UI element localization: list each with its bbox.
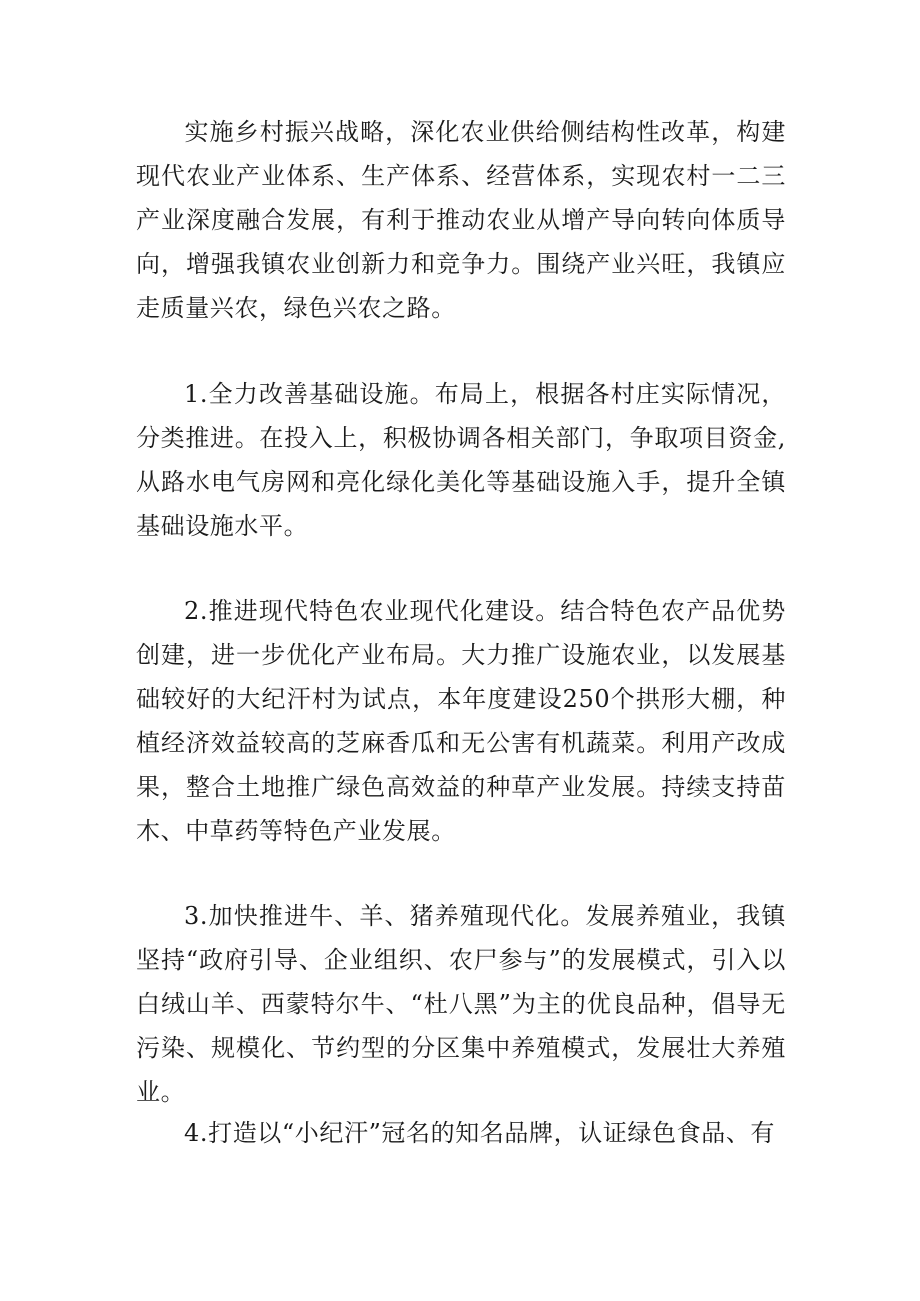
paragraph-text: 2.推进现代特色农业现代化建设。结合特色农产品优势创建，进一步优化产业布局。大力推广设施农业，以发展基础较好的大纪汗村为试点，本年度建设250个拱形大棚，种植经济效益较高的芝麻香瓜和无公害有机蔬菜。利用产改成果，整合土地推广绿色高效益的种草产业发展。持续支持苗木、中草药等特色产业发展。 [136,597,786,845]
paragraph-intro [136,110,786,330]
paragraph-item-4 [136,1111,786,1155]
paragraph-text: 实施乡村振兴战略，深化农业供给侧结构性改革，构建现代农业产业体系、生产体系、经营体系，实现农村一二三产业深度融合发展，有利于推动农业从增产导向转向体质导向，增强我镇农业创新力和竞争力。围绕产业兴旺，我镇应走质量兴农，绿色兴农之路。 [136,118,786,322]
paragraph-item-3 [136,894,786,1114]
paragraph-item-1 [136,372,786,548]
paragraph-text: 1.全力改善基础设施。布局上，根据各村庄实际情况，分类推进。在投入上，积极协调各相关部门，争取项目资金,从路水电气房网和亮化绿化美化等基础设施入手，提升全镇基础设施水平。 [136,380,786,540]
paragraph-text: 3.加快推进牛、羊、猪养殖现代化。发展养殖业，我镇坚持“政府引导、企业组织、农尸参与”的发展模式，引入以白绒山羊、西蒙特尔牛、“杜八黑”为主的优良品种，倡导无污染、规模化、节约型的分区集中养殖模式，发展壮大养殖业。 [136,902,786,1106]
paragraph-text: 4.打造以“小纪汗”冠名的知名品牌，认证绿色食品、有 [184,1119,776,1147]
paragraph-item-2 [136,589,786,853]
